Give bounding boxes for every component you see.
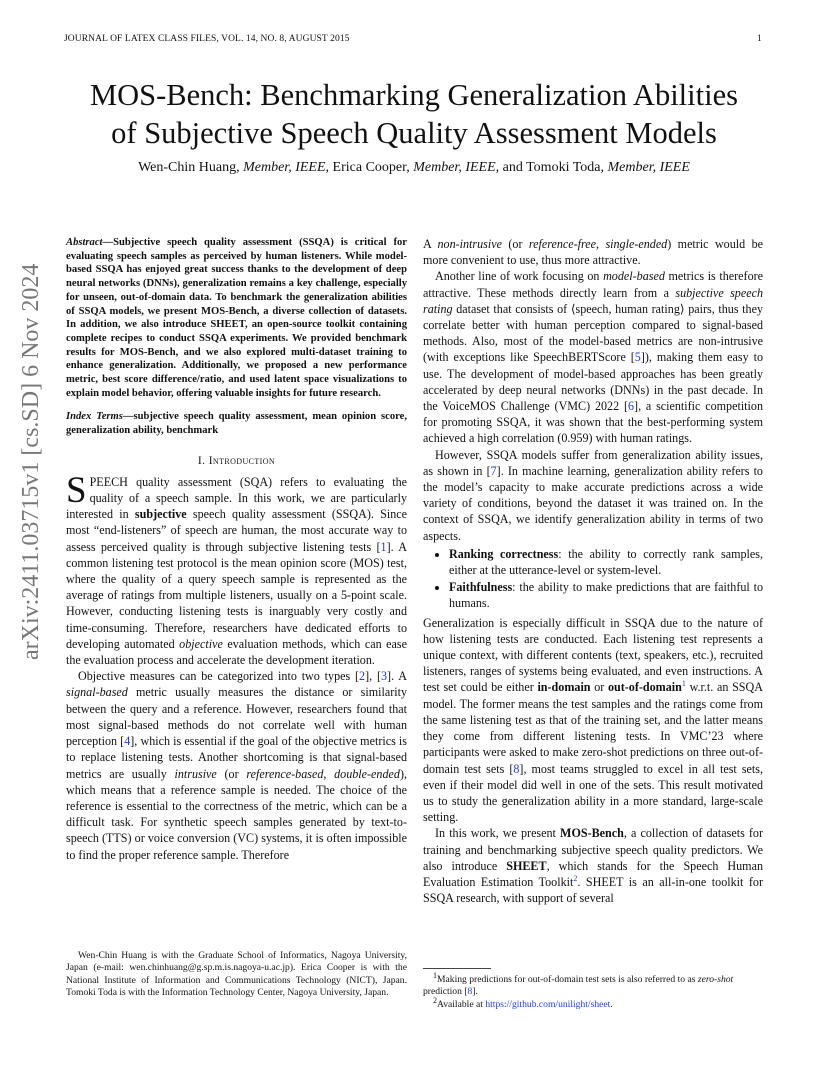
text-run: Another line of work focusing on	[435, 269, 604, 284]
author-3: and Tomoki Toda,	[502, 160, 604, 175]
author-1-role: Member, IEEE,	[243, 160, 330, 175]
footnote-number: 1	[433, 970, 437, 980]
affiliation-text: Wen-Chin Huang is with the Graduate School of Informatics, Nagoya University, Japan (e-mail: wen.chinhuang@g.sp.m.is.nagoya-u.ac.jp). Erica Cooper is with the National Institute of Information and Communications Technology (NICT), Japan. Tomoki Toda is with the Information Technology Center, Nagoya University, Japan.	[66, 950, 407, 999]
text-run: ), which means that a reference sample is needed. The choice of the reference is essential to the correctness of the metric, which can be a difficult task. For synthetic speech samples generated by text-to-speech (TTS) or voice conversion (VC) systems, it is often impossible to find the proper reference sample. Therefore	[66, 766, 407, 862]
citation-link[interactable]: 5	[634, 350, 641, 365]
author-3-role: Member, IEEE	[607, 160, 690, 175]
text-run: A	[423, 237, 438, 251]
footnote-rule	[423, 968, 491, 969]
abstract	[66, 236, 407, 400]
text-run: or	[590, 680, 608, 695]
intro-paragraph-1	[66, 469, 408, 668]
text-run: (or	[216, 766, 247, 781]
text-run: Available at	[437, 998, 486, 1010]
dropcap-letter: S	[66, 469, 87, 511]
intro-paragraph-4	[423, 268, 763, 446]
text-run: ) metric would be more convenient to use, thus more attractive.	[423, 237, 763, 268]
citation-link[interactable]: 8	[467, 986, 473, 998]
intro-paragraph-5	[423, 447, 763, 544]
emphasis-bold: subjective	[134, 507, 187, 522]
running-head: JOURNAL OF LATEX CLASS FILES, VOL. 14, NO. 8, AUGUST 2015	[64, 34, 350, 44]
index-terms-label: Index Terms	[66, 411, 123, 423]
text-run: ]. In machine learning, generalization ability refers to the model’s capacity to make accurate predictions across a wide variety of conditions, beyond the dataset it was trained on. In the context of SSQA, we identify generalization ability in terms of two aspects.	[423, 463, 763, 543]
text-run: metrics is therefore attractive. These methods directly learn from a	[423, 269, 764, 300]
text-run: ]), making them easy to use. The development of model-based approaches has been greatly accelerated by deep neural networks (DNNs) in the past decade. In the VoiceMOS Challenge (VMC) 2022 [	[423, 350, 763, 414]
emphasis-italic: model-based	[603, 269, 665, 284]
list-item	[449, 546, 763, 578]
emphasis-italic: reference-free, single-ended	[528, 237, 668, 251]
section-number: I.	[197, 454, 206, 467]
right-column	[423, 236, 763, 906]
author-list	[40, 160, 788, 176]
text-run: .	[610, 998, 613, 1010]
left-column	[66, 236, 407, 863]
intro-paragraph-3	[423, 236, 763, 268]
title-line-2: of Subjective Speech Quality Assessment Models	[111, 116, 717, 150]
citation-link[interactable]: 1	[380, 539, 387, 554]
emphasis-italic: subjective speech rating	[423, 285, 764, 316]
emphasis-italic: non-intrusive	[437, 237, 502, 251]
list-item	[449, 579, 763, 611]
text-run: ], [	[365, 669, 381, 684]
citation-link[interactable]: 7	[490, 463, 497, 478]
text-run: Generalization is especially difficult in SSQA due to the nature of how listening tests are conducted. Each listening test represents a unique context, with different contents (text, speakers, etc.), recruited listeners, ranges of systems being evaluated, and even instructions. A test set could be either	[423, 615, 763, 695]
intro-paragraph-2	[66, 668, 407, 862]
title-line-1: MOS-Bench: Benchmarking Generalization Abilities	[90, 78, 738, 112]
emphasis-bold: out-of-domain	[607, 680, 682, 695]
text-run: . SHEET is an all-in-one toolkit for SSQA research, with support of several	[423, 874, 763, 906]
emphasis-italic: zero-shot	[697, 974, 734, 985]
emphasis-bold: Ranking correctness	[449, 546, 559, 561]
section-heading	[66, 455, 407, 467]
footnote-marker[interactable]: 1	[681, 679, 686, 689]
author-2: Erica Cooper,	[332, 160, 410, 175]
text-run: : the ability to correctly rank samples, either at the utterance-level or system-level.	[449, 546, 763, 578]
text-run: , which stands for the Speech Human Evaluation Estimation Toolkit	[423, 858, 764, 889]
section-title: Introduction	[208, 454, 276, 467]
abstract-label: Abstract	[66, 237, 103, 248]
citation-link[interactable]: 3	[381, 669, 388, 684]
intro-paragraph-7	[423, 825, 763, 906]
paper-title	[40, 76, 788, 152]
citation-link[interactable]: 6	[628, 399, 635, 414]
footnotes	[423, 970, 763, 1011]
text-run: (or	[501, 237, 529, 251]
text-run: evaluation methods, which can ease the evaluation process and accelerate the development iteration.	[66, 636, 407, 668]
index-terms-text: —subjective speech quality assessment, mean opinion score, generalization ability, benchmark	[66, 411, 407, 437]
text-run: : the ability to make predictions that are faithful to humans.	[449, 580, 763, 611]
affiliation-footnote	[66, 950, 407, 1000]
text-run: , a collection of datasets for training and benchmarking subjective speech quality predictors. We also introduce	[423, 826, 763, 873]
footnote-1	[423, 970, 763, 999]
text-run: In this work, we present	[435, 826, 561, 841]
text-run: Making predictions for out-of-domain test sets is also referred to as	[437, 974, 698, 985]
emphasis-bold: MOS-Bench	[560, 826, 624, 841]
text-run: ], most teams struggled to excel in all test sets, even if their model did well in one of the sets. This result motivated us to study the generalization ability in a more standard, large-scale setting.	[423, 761, 763, 825]
abstract-text: —Subjective speech quality assessment (SSQA) is critical for evaluating speech samples as perceived by human listeners. While model-based SSQA has enjoyed great success thanks to the development of deep neural networks (DNNs), generalization remains a key challenge, especially for unseen, out-of-domain data. To benchmark the generalization abilities of SSQA models, we present MOS-Bench, a diverse collection of datasets. In addition, we also introduce SHEET, an open-source toolkit containing complete recipes to conduct SSQA experiments. We provided benchmark results for MOS-Bench, and we also explored multi-dataset training to enhance generalization. Additionally, we proposed a new performance metric, best score difference/ratio, and used latent space visualizations to explain model behavior, offering valuable insights for future research.	[66, 237, 407, 399]
emphasis-italic: signal-based	[66, 685, 128, 700]
text-run: ], a scientific competition for promoting SSQA, it was shown that the best-performing system achieved a high correlation (0.959) with human ratings.	[423, 399, 763, 446]
footnote-number: 2	[433, 995, 437, 1005]
text-run: ].	[472, 986, 478, 998]
intro-paragraph-6	[423, 615, 763, 826]
text-run: speech quality assessment (SSQA). Since most “end-listeners” of speech are human, the most accurate way to assess perceived quality is through subjective listening tests [	[66, 507, 408, 554]
text-run: prediction [	[423, 986, 468, 998]
text-run: PEECH quality assessment (SQA) refers to evaluating the quality of a speech sample. In this work, we are particularly interested in	[66, 474, 407, 522]
emphasis-bold: SHEET	[506, 858, 547, 873]
footnote-2	[423, 995, 763, 1011]
text-run: ]. A common listening test protocol is the mean opinion score (MOS) test, where the quality of a query speech sample is represented as the average of ratings from multiple listeners, usually on a 5-point scale. However, conducting listening tests is inarguably very costly and time-consuming. Therefore, researchers have dedicated efforts to developing automated	[66, 539, 407, 651]
author-2-role: Member, IEEE,	[413, 160, 500, 175]
text-run: w.r.t. an SSQA model. The former means the test samples and the ratings come from the same listening test as that of the training set, and the latter means they come from different listening tests. In VMC’23 where participants were asked to make zero-shot predictions on three out-of-domain test sets [	[423, 680, 763, 776]
emphasis-italic: reference-based, double-ended	[246, 766, 400, 781]
text-run: ], which is essential if the goal of the objective metrics is to replace listening tests. Another shortcoming is that signal-based metrics are usually	[66, 734, 407, 781]
footnote-marker[interactable]: 2	[573, 873, 578, 883]
emphasis-bold: Faithfulness	[449, 580, 513, 595]
citation-link[interactable]: 4	[124, 734, 131, 749]
text-run: ]. A	[387, 669, 407, 684]
aspect-list	[423, 546, 763, 612]
text-run: metric usually measures the distance or similarity between the query and a reference. However, researchers found that most signal-based methods do not correlate well with human perception [	[66, 685, 407, 749]
text-run: dataset that consists of ⟨speech, human rating⟩ pairs, thus they correlate better with human perception compared to signal-based methods. Also, most of the model-based metrics are non-intrusive (with exceptions like SpeechBERTScore [	[423, 301, 763, 365]
text-run: Objective measures can be categorized into two types [	[78, 669, 360, 684]
emphasis-bold: in-domain	[537, 680, 591, 695]
text-run: However, SSQA models suffer from generalization ability issues, as shown in [	[423, 447, 763, 478]
github-link[interactable]: https://github.com/unilight/sheet	[485, 998, 611, 1010]
citation-link[interactable]: 2	[359, 669, 366, 684]
emphasis-italic: intrusive	[174, 766, 217, 781]
emphasis-italic: objective	[179, 636, 223, 651]
citation-link[interactable]: 8	[513, 761, 520, 776]
arxiv-stamp: arXiv:2411.03715v1 [cs.SD] 6 Nov 2024	[18, 263, 44, 660]
index-terms	[66, 410, 407, 437]
author-1: Wen-Chin Huang,	[138, 160, 240, 175]
page-number: 1	[757, 34, 762, 44]
